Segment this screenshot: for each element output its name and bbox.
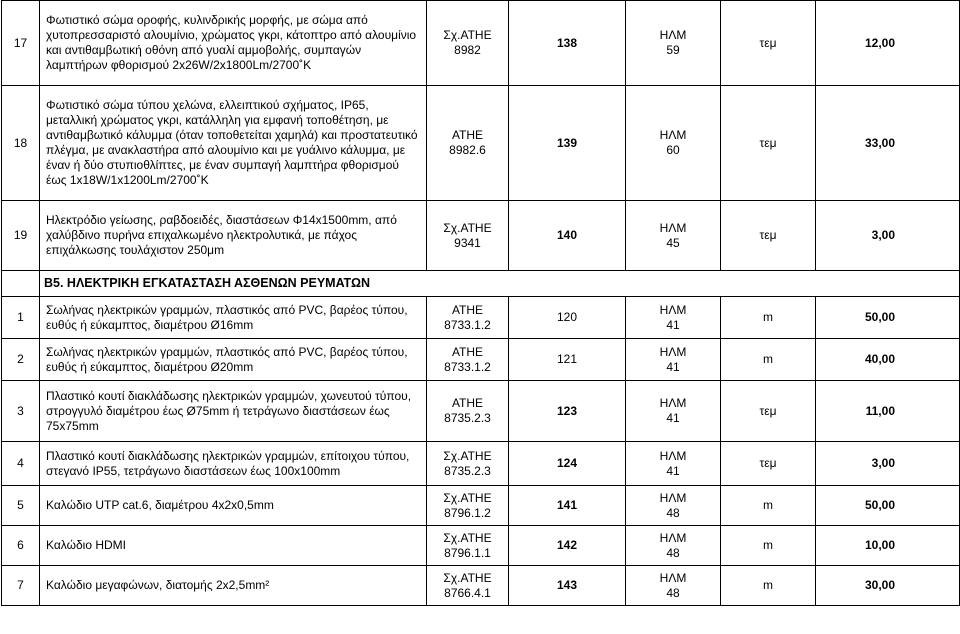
category-code: ΗΛΜ 48 bbox=[626, 526, 721, 566]
unit: m bbox=[721, 486, 816, 526]
quantity: 3,00 bbox=[816, 442, 960, 486]
quantity: 50,00 bbox=[816, 486, 960, 526]
spec-code: Σχ.ΑΤΗΕ 8766.4.1 bbox=[427, 566, 509, 606]
category-code: ΗΛΜ 41 bbox=[626, 381, 721, 442]
category-code: ΗΛΜ 59 bbox=[626, 1, 721, 86]
unit: τεμ bbox=[721, 1, 816, 86]
category-code: ΗΛΜ 41 bbox=[626, 297, 721, 339]
spec-code: ΑΤΗΕ 8733.1.2 bbox=[427, 297, 509, 339]
spec-code: Σχ.ΑΤΗΕ 8796.1.1 bbox=[427, 526, 509, 566]
unit: τεμ bbox=[721, 442, 816, 486]
unit: τεμ bbox=[721, 381, 816, 442]
category-code: ΗΛΜ 41 bbox=[626, 442, 721, 486]
item-number: 3 bbox=[2, 381, 40, 442]
item-description: Πλαστικό κουτί διακλάδωσης ηλεκτρικών γραμμών, χωνευτού τύπου, στρογγυλό διαμέτρου έως Ø75mm ή τετράγωνο διαστάσεων έως 75x75mm bbox=[40, 381, 427, 442]
unit: τεμ bbox=[721, 201, 816, 271]
item-number: 19 bbox=[2, 201, 40, 271]
spec-code: Σχ.ΑΤΗΕ 8735.2.3 bbox=[427, 442, 509, 486]
spec-code: ΑΤΗΕ 8982.6 bbox=[427, 86, 509, 201]
table-row bbox=[2, 201, 960, 271]
quantity: 30,00 bbox=[816, 566, 960, 606]
category-code: ΗΛΜ 60 bbox=[626, 86, 721, 201]
article-number: 143 bbox=[509, 566, 626, 606]
item-number: 17 bbox=[2, 1, 40, 86]
article-number: 124 bbox=[509, 442, 626, 486]
article-number: 139 bbox=[509, 86, 626, 201]
table-row bbox=[2, 86, 960, 201]
spec-code: Σχ.ΑΤΗΕ 9341 bbox=[427, 201, 509, 271]
article-number: 141 bbox=[509, 486, 626, 526]
category-code: ΗΛΜ 45 bbox=[626, 201, 721, 271]
item-description: Καλώδιο HDMI bbox=[40, 526, 427, 566]
article-number: 142 bbox=[509, 526, 626, 566]
item-number: 1 bbox=[2, 297, 40, 339]
article-number: 121 bbox=[509, 339, 626, 381]
table-row bbox=[2, 339, 960, 381]
category-code: ΗΛΜ 48 bbox=[626, 486, 721, 526]
quantity: 50,00 bbox=[816, 297, 960, 339]
article-number: 123 bbox=[509, 381, 626, 442]
item-number: 6 bbox=[2, 526, 40, 566]
table-row bbox=[2, 566, 960, 606]
section-title: Β5. ΗΛΕΚΤΡΙΚΗ ΕΓΚΑΤΑΣΤΑΣΗ ΑΣΘΕΝΩΝ ΡΕΥΜΑΤΩΝ bbox=[40, 271, 960, 297]
item-description: Φωτιστικό σώμα οροφής, κυλινδρικής μορφής, με σώμα από χυτοπρεσσαριστό αλουμίνιο, χρώματος γκρι, κάτοπτρο από αλουμίνιο και αντιθαμβωτική οθόνη από γυαλί αμμοβολής, συμπαγών λαμπτήρων φθορισμού 2x26W/2x1800Lm/2700˚K bbox=[40, 1, 427, 86]
table-row bbox=[2, 486, 960, 526]
item-description: Σωλήνας ηλεκτρικών γραμμών, πλαστικός από PVC, βαρέος τύπου, ευθύς ή εύκαμπτος, διαμέτρου Ø20mm bbox=[40, 339, 427, 381]
article-number: 140 bbox=[509, 201, 626, 271]
quantity: 12,00 bbox=[816, 1, 960, 86]
item-description: Φωτιστικό σώμα τύπου χελώνα, ελλειπτικού σχήματος, IP65, μεταλλική χρώματος γκρι, κατάλληλη για εμφανή τοποθέτηση, με αντιθαμβωτικό κάλυμμα (όταν τοποθετείται χαμηλά) και προστατευτικό πλέγμα, με ανακλαστήρα από αλουμίνιο και με γυάλινο κάλυμμα, με έναν ή δύο στυπιοθλίπτες, με έναν συμπαγή λαμπτήρα φθορισμού έως 1x18W/1x1200Lm/2700˚K bbox=[40, 86, 427, 201]
bill-of-quantities-table bbox=[1, 0, 960, 606]
item-number: 5 bbox=[2, 486, 40, 526]
item-description: Καλώδιο μεγαφώνων, διατομής 2x2,5mm² bbox=[40, 566, 427, 606]
unit: m bbox=[721, 297, 816, 339]
item-description: Ηλεκτρόδιο γείωσης, ραβδοειδές, διαστάσεων Φ14x1500mm, από χαλύβδινο πυρήνα επιχαλκωμένο ηλεκτρολυτικά, με πάχος επιχάλκωσης τουλάχιστον 250μm bbox=[40, 201, 427, 271]
unit: m bbox=[721, 526, 816, 566]
item-number: 4 bbox=[2, 442, 40, 486]
table-row bbox=[2, 442, 960, 486]
quantity: 33,00 bbox=[816, 86, 960, 201]
table-row bbox=[2, 526, 960, 566]
quantity: 10,00 bbox=[816, 526, 960, 566]
item-description: Σωλήνας ηλεκτρικών γραμμών, πλαστικός από PVC, βαρέος τύπου, ευθύς ή εύκαμπτος, διαμέτρου Ø16mm bbox=[40, 297, 427, 339]
unit: m bbox=[721, 339, 816, 381]
item-number: 7 bbox=[2, 566, 40, 606]
category-code: ΗΛΜ 41 bbox=[626, 339, 721, 381]
item-number: 18 bbox=[2, 86, 40, 201]
item-number: 2 bbox=[2, 339, 40, 381]
section-spacer bbox=[2, 271, 40, 297]
unit: τεμ bbox=[721, 86, 816, 201]
section-row bbox=[2, 271, 960, 297]
table-row bbox=[2, 297, 960, 339]
spec-code: Σχ.ΑΤΗΕ 8982 bbox=[427, 1, 509, 86]
article-number: 138 bbox=[509, 1, 626, 86]
table-row bbox=[2, 1, 960, 86]
table-row bbox=[2, 381, 960, 442]
category-code: ΗΛΜ 48 bbox=[626, 566, 721, 606]
quantity: 11,00 bbox=[816, 381, 960, 442]
item-description: Πλαστικό κουτί διακλάδωσης ηλεκτρικών γραμμών, επίτοιχου τύπου, στεγανό IP55, τετράγωνο διαστάσεων έως 100x100mm bbox=[40, 442, 427, 486]
quantity: 40,00 bbox=[816, 339, 960, 381]
article-number: 120 bbox=[509, 297, 626, 339]
quantity: 3,00 bbox=[816, 201, 960, 271]
spec-code: ΑΤΗΕ 8733.1.2 bbox=[427, 339, 509, 381]
spec-code: Σχ.ΑΤΗΕ 8796.1.2 bbox=[427, 486, 509, 526]
item-description: Καλώδιο UTP cat.6, διαμέτρου 4x2x0,5mm bbox=[40, 486, 427, 526]
spec-code: ΑΤΗΕ 8735.2.3 bbox=[427, 381, 509, 442]
unit: m bbox=[721, 566, 816, 606]
